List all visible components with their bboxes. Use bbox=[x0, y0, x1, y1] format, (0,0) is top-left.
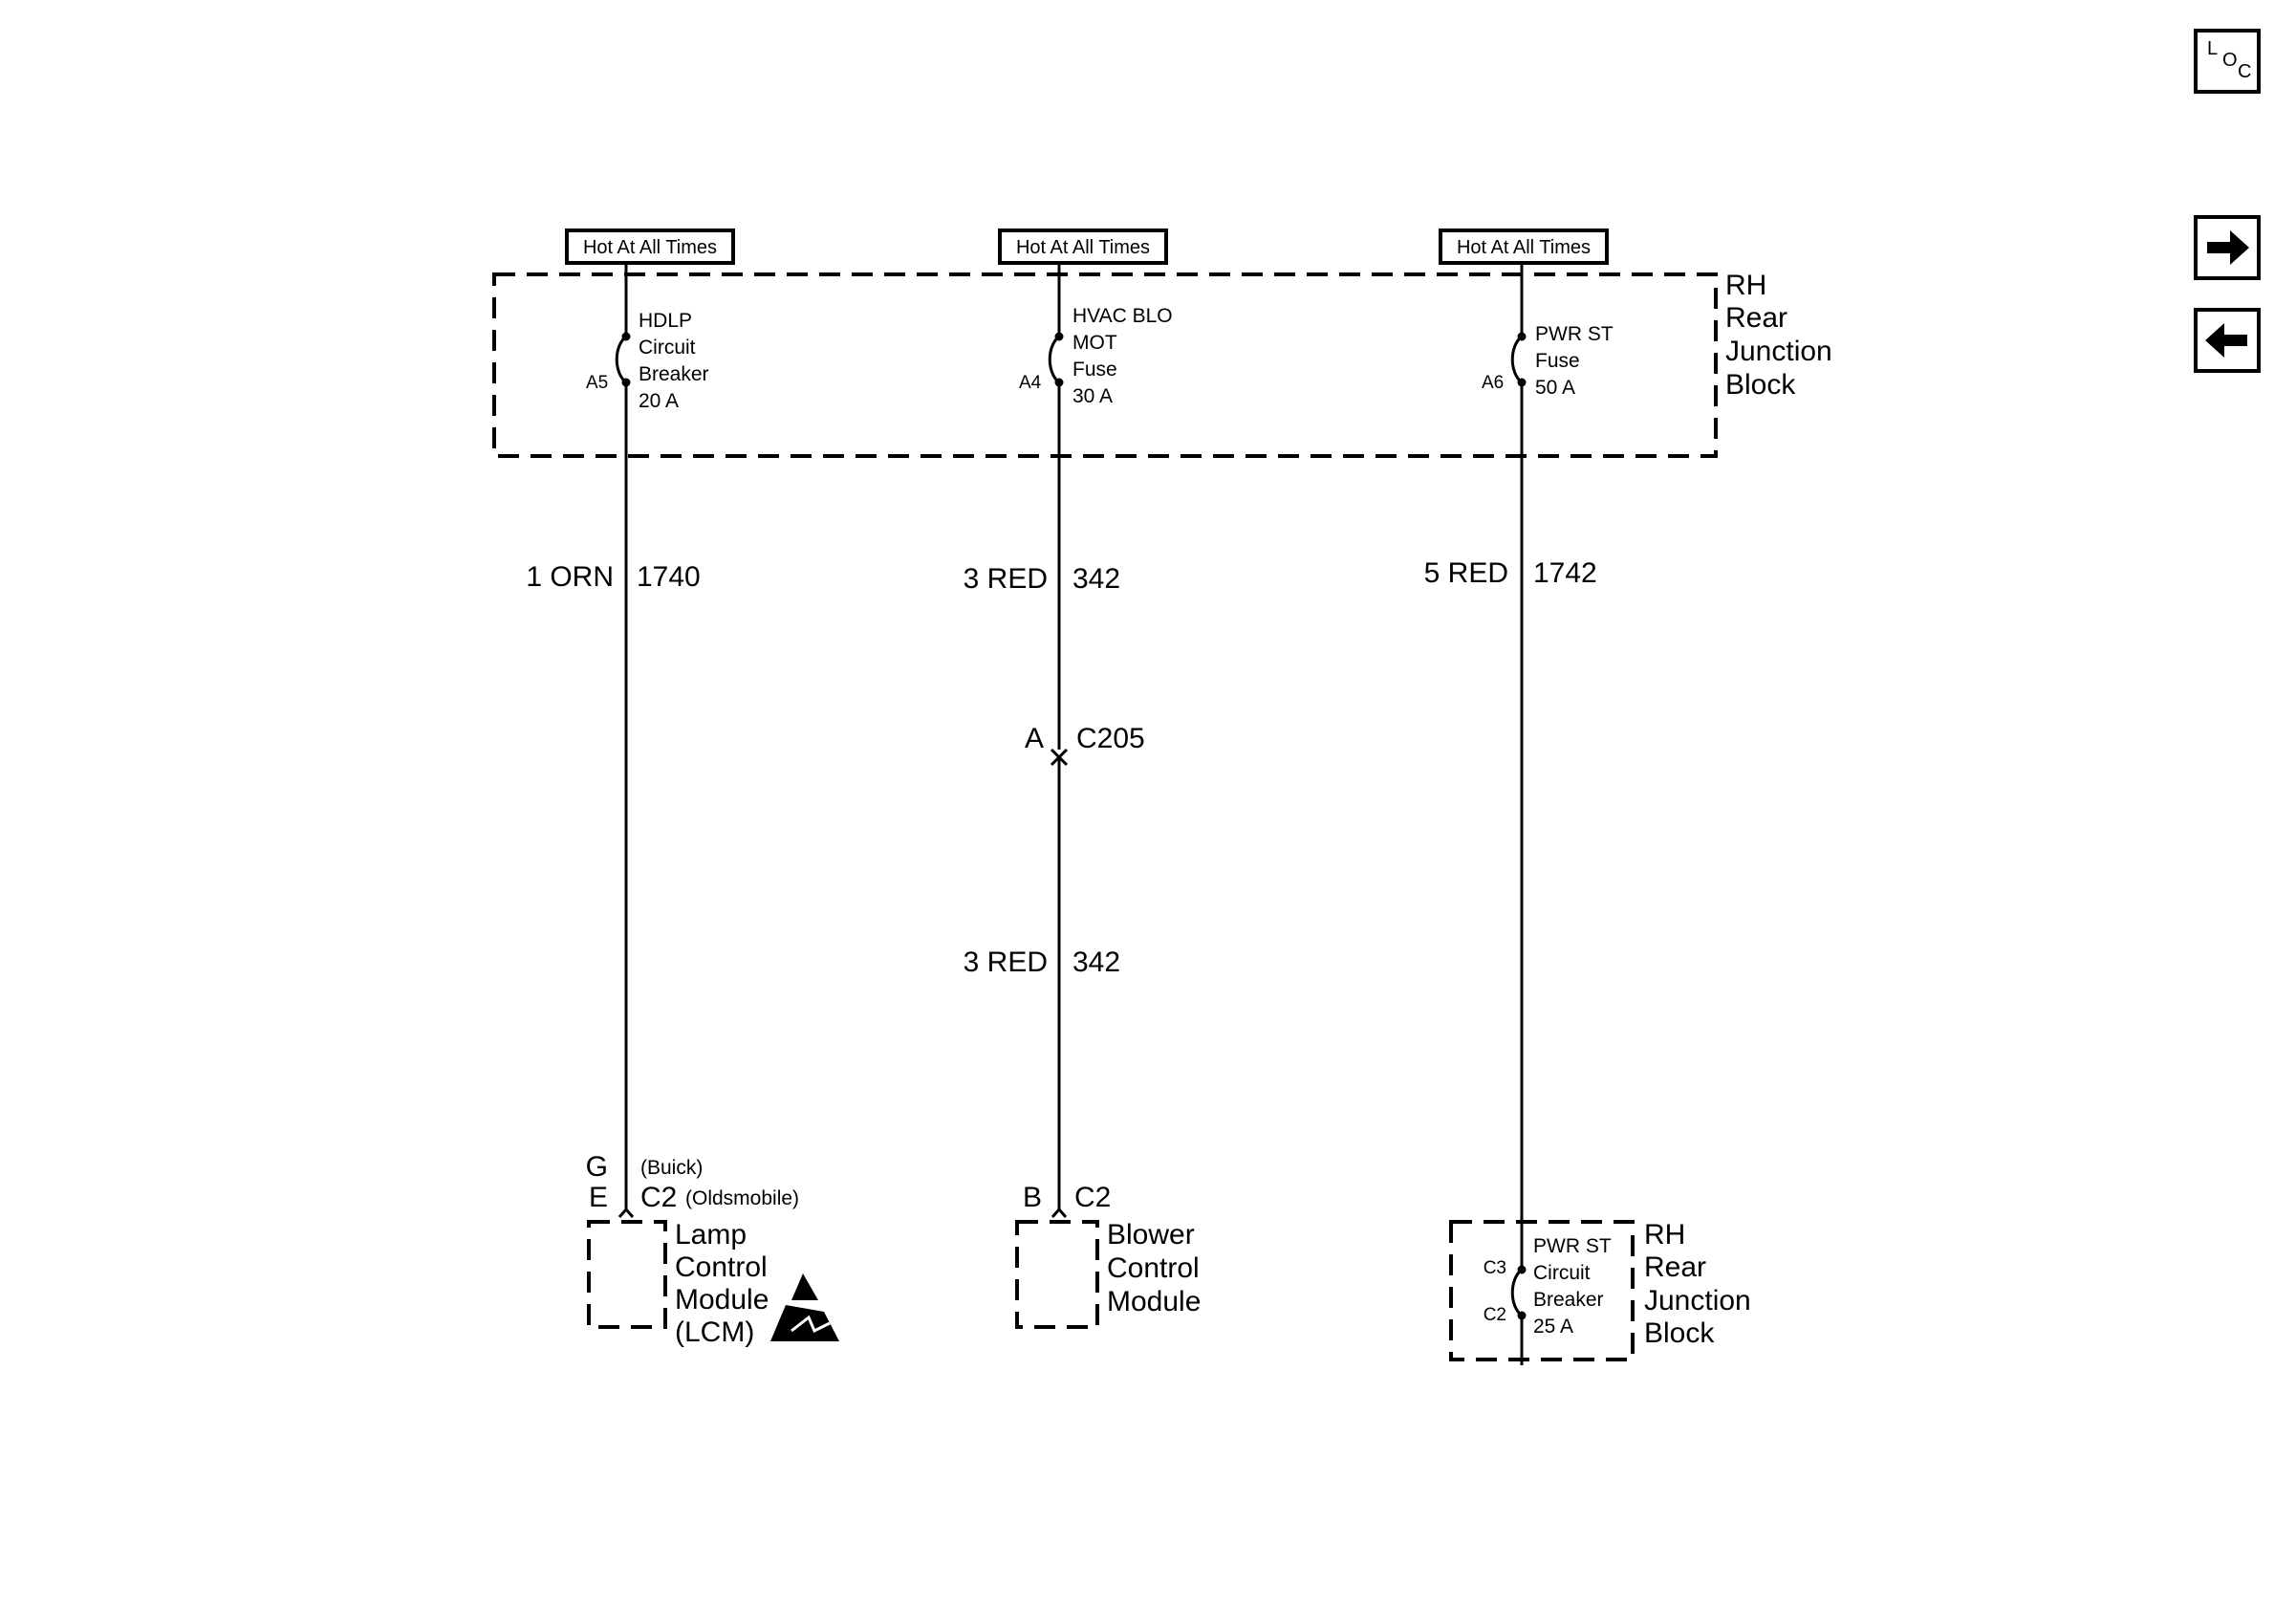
svg-text:E: E bbox=[588, 1182, 608, 1213]
svg-text:(Buick): (Buick) bbox=[640, 1157, 704, 1179]
power-label-1 bbox=[567, 230, 733, 263]
loc-letter-l: L bbox=[2207, 38, 2219, 59]
svg-text:3 RED: 3 RED bbox=[963, 946, 1048, 978]
wire-label-1 bbox=[526, 561, 700, 593]
svg-text:C2: C2 bbox=[1483, 1305, 1506, 1325]
svg-text:Hot At All Times: Hot At All Times bbox=[582, 237, 718, 258]
svg-text:G: G bbox=[585, 1151, 608, 1183]
svg-text:3 RED: 3 RED bbox=[963, 563, 1048, 595]
svg-text:Module: Module bbox=[1107, 1286, 1202, 1317]
svg-text:HDLP: HDLP bbox=[639, 310, 693, 332]
svg-text:A4: A4 bbox=[1019, 373, 1042, 393]
circuit-342 bbox=[1050, 263, 1067, 1217]
svg-text:C3: C3 bbox=[1483, 1258, 1506, 1278]
svg-text:Rear: Rear bbox=[1644, 1251, 1707, 1283]
wire-label-3 bbox=[964, 946, 1120, 978]
svg-text:Control: Control bbox=[675, 1251, 768, 1283]
junction-block-label bbox=[1725, 270, 1832, 401]
svg-text:Block: Block bbox=[1725, 369, 1796, 401]
power-label-3 bbox=[1440, 230, 1607, 263]
wire-label-4 bbox=[1424, 557, 1597, 589]
lamp-control-module bbox=[586, 1151, 799, 1348]
esd-sensitive-icon bbox=[770, 1273, 839, 1341]
svg-text:1742: 1742 bbox=[1533, 557, 1597, 589]
svg-text:C2: C2 bbox=[640, 1182, 678, 1213]
svg-text:A6: A6 bbox=[1482, 373, 1505, 393]
svg-text:Junction: Junction bbox=[1725, 336, 1832, 367]
svg-text:5 RED: 5 RED bbox=[1423, 557, 1508, 589]
rh-rear-junction-block-bottom bbox=[1451, 1219, 1751, 1360]
svg-text:MOT: MOT bbox=[1072, 332, 1117, 354]
loc-letter-c: C bbox=[2238, 61, 2252, 82]
svg-text:Block: Block bbox=[1644, 1317, 1715, 1349]
wire-label-2 bbox=[964, 563, 1120, 595]
svg-text:Fuse: Fuse bbox=[1535, 350, 1580, 372]
svg-text:(Oldsmobile): (Oldsmobile) bbox=[685, 1187, 800, 1209]
svg-text:(LCM): (LCM) bbox=[675, 1316, 755, 1348]
blower-control-module bbox=[1017, 1182, 1201, 1327]
svg-text:RH: RH bbox=[1644, 1219, 1686, 1251]
loc-letter-o: O bbox=[2222, 50, 2238, 71]
svg-text:Blower: Blower bbox=[1107, 1219, 1195, 1251]
svg-text:Circuit: Circuit bbox=[639, 337, 696, 359]
svg-text:Junction: Junction bbox=[1644, 1285, 1751, 1316]
connector-c205 bbox=[1025, 723, 1145, 754]
svg-text:1 ORN: 1 ORN bbox=[526, 561, 614, 593]
svg-text:20 A: 20 A bbox=[639, 390, 680, 412]
fuse-pwr-st bbox=[1482, 323, 1614, 399]
svg-text:Control: Control bbox=[1107, 1252, 1200, 1284]
fuse-hvac-blo-mot bbox=[1019, 305, 1173, 407]
svg-text:HVAC BLO: HVAC BLO bbox=[1072, 305, 1173, 327]
power-label-2 bbox=[1000, 230, 1166, 263]
svg-text:342: 342 bbox=[1072, 946, 1121, 978]
svg-text:A: A bbox=[1024, 723, 1044, 754]
svg-text:C205: C205 bbox=[1076, 723, 1145, 754]
svg-text:50 A: 50 A bbox=[1535, 377, 1576, 399]
fuse-hdlp bbox=[586, 310, 709, 412]
svg-text:1740: 1740 bbox=[637, 561, 701, 593]
svg-text:Breaker: Breaker bbox=[1533, 1289, 1604, 1311]
svg-text:PWR ST: PWR ST bbox=[1535, 323, 1614, 345]
svg-text:Breaker: Breaker bbox=[639, 363, 709, 385]
svg-text:Fuse: Fuse bbox=[1072, 359, 1117, 381]
svg-text:Hot At All Times: Hot At All Times bbox=[1456, 237, 1592, 258]
svg-text:Lamp: Lamp bbox=[675, 1219, 747, 1251]
svg-text:25 A: 25 A bbox=[1533, 1316, 1574, 1338]
svg-text:RH: RH bbox=[1725, 270, 1767, 301]
svg-text:Circuit: Circuit bbox=[1533, 1262, 1591, 1284]
circuit-1742 bbox=[1512, 263, 1526, 1365]
svg-text:A5: A5 bbox=[586, 373, 609, 393]
circuit-1740 bbox=[617, 263, 633, 1217]
svg-text:342: 342 bbox=[1072, 563, 1121, 595]
svg-text:PWR ST: PWR ST bbox=[1533, 1235, 1612, 1257]
svg-text:Rear: Rear bbox=[1725, 302, 1788, 334]
svg-text:30 A: 30 A bbox=[1072, 385, 1114, 407]
svg-text:C2: C2 bbox=[1074, 1182, 1112, 1213]
svg-text:Hot At All Times: Hot At All Times bbox=[1015, 237, 1151, 258]
svg-text:Module: Module bbox=[675, 1284, 769, 1316]
svg-text:B: B bbox=[1022, 1182, 1042, 1213]
